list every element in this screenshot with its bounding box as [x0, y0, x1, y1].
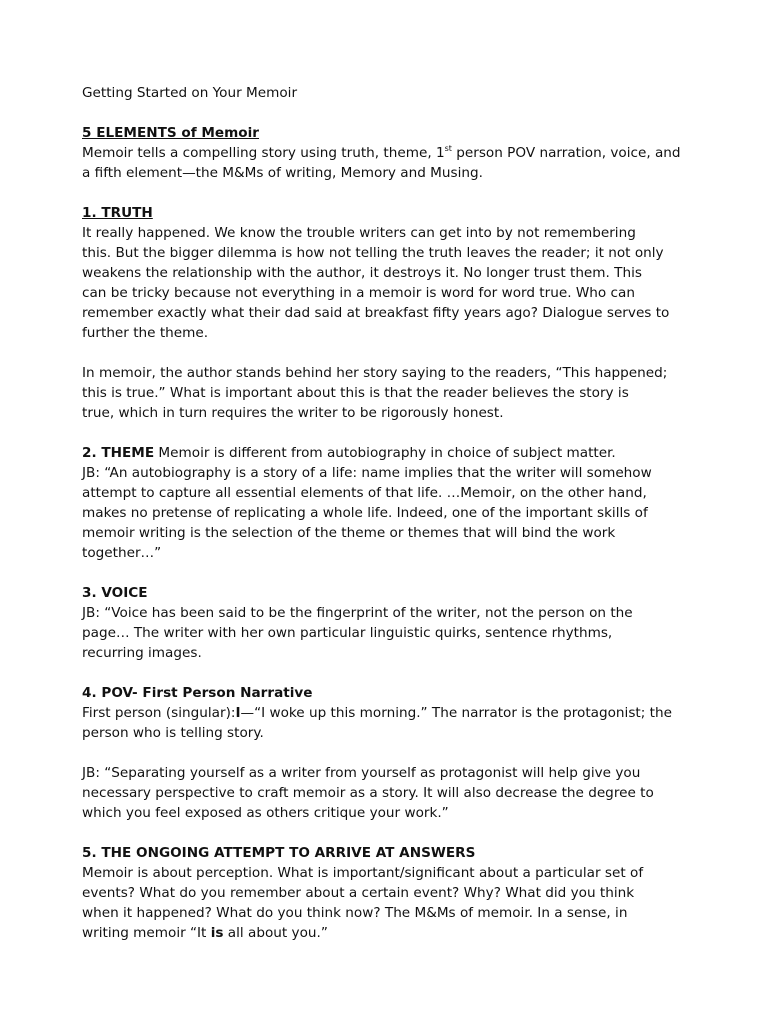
- truth-line: this. But the bigger dilemma is how not telling the truth leaves the reader; it not only: [82, 245, 664, 261]
- pov-para2-line: which you feel exposed as others critique your work.”: [82, 805, 449, 821]
- truth-line: remember exactly what their dad said at breakfast fifty years ago? Dialogue serves to: [82, 305, 670, 321]
- truth-para2-line: In memoir, the author stands behind her story saying to the readers, “This happened;: [82, 365, 668, 381]
- document-page: [82, 83, 702, 943]
- truth-heading: 1. TRUTH: [82, 205, 153, 221]
- pov-line-2: person who is telling story.: [82, 725, 264, 741]
- elements-heading: 5 ELEMENTS of Memoir: [82, 125, 260, 141]
- voice-line: recurring images.: [82, 645, 202, 661]
- answers-heading: 5. THE ONGOING ATTEMPT TO ARRIVE AT ANSWERS: [82, 845, 476, 861]
- truth-para2-line: this is true.” What is important about this is that the reader believes the story is: [82, 385, 629, 401]
- answers-line: events? What do you remember about a certain event? Why? What did you think: [82, 885, 635, 901]
- pov-heading: 4. POV- First Person Narrative: [82, 685, 313, 701]
- truth-para2-line: true, which in turn requires the writer to be rigorously honest.: [82, 405, 504, 421]
- elements-intro-line-2: a fifth element—the M&Ms of writing, Memory and Musing.: [82, 165, 483, 181]
- voice-line: JB: “Voice has been said to be the fingerprint of the writer, not the person on the: [82, 605, 633, 621]
- voice-heading: 3. VOICE: [82, 585, 148, 601]
- theme-line: makes no pretense of replicating a whole life. Indeed, one of the important skills of: [82, 505, 648, 521]
- theme-line: attempt to capture all essential elements of that life. …Memoir, on the other hand,: [82, 485, 647, 501]
- pov-para2-line: necessary perspective to craft memoir as a story. It will also decrease the degree to: [82, 785, 654, 801]
- elements-intro-line-1: Memoir tells a compelling story using truth, theme, 1st person POV narration, voice, and: [82, 144, 681, 161]
- theme-heading: 2. THEME: [82, 445, 155, 461]
- truth-line: weakens the relationship with the author, it destroys it. No longer trust them. This: [82, 265, 642, 281]
- theme-line-1: 2. THEME Memoir is different from autobiography in choice of subject matter.: [82, 445, 616, 461]
- answers-line: Memoir is about perception. What is important/significant about a particular set of: [82, 865, 644, 881]
- theme-line: together…”: [82, 545, 162, 561]
- pov-para2-line: JB: “Separating yourself as a writer from yourself as protagonist will help give you: [82, 765, 641, 781]
- theme-line: JB: “An autobiography is a story of a life: name implies that the writer will somehow: [82, 465, 652, 481]
- truth-line: further the theme.: [82, 325, 209, 341]
- answers-last-line: writing memoir “It is all about you.”: [82, 925, 328, 941]
- theme-line: memoir writing is the selection of the theme or themes that will bind the work: [82, 525, 616, 541]
- truth-line: can be tricky because not everything in a memoir is word for word true. Who can: [82, 285, 635, 301]
- document-title: Getting Started on Your Memoir: [82, 85, 298, 101]
- voice-line: page… The writer with her own particular linguistic quirks, sentence rhythms,: [82, 625, 613, 641]
- pov-line-1: First person (singular):I—“I woke up this morning.” The narrator is the protagonist; the: [82, 705, 672, 721]
- truth-line: It really happened. We know the trouble writers can get into by not remembering: [82, 225, 636, 241]
- answers-line: when it happened? What do you think now? The M&Ms of memoir. In a sense, in: [82, 905, 628, 921]
